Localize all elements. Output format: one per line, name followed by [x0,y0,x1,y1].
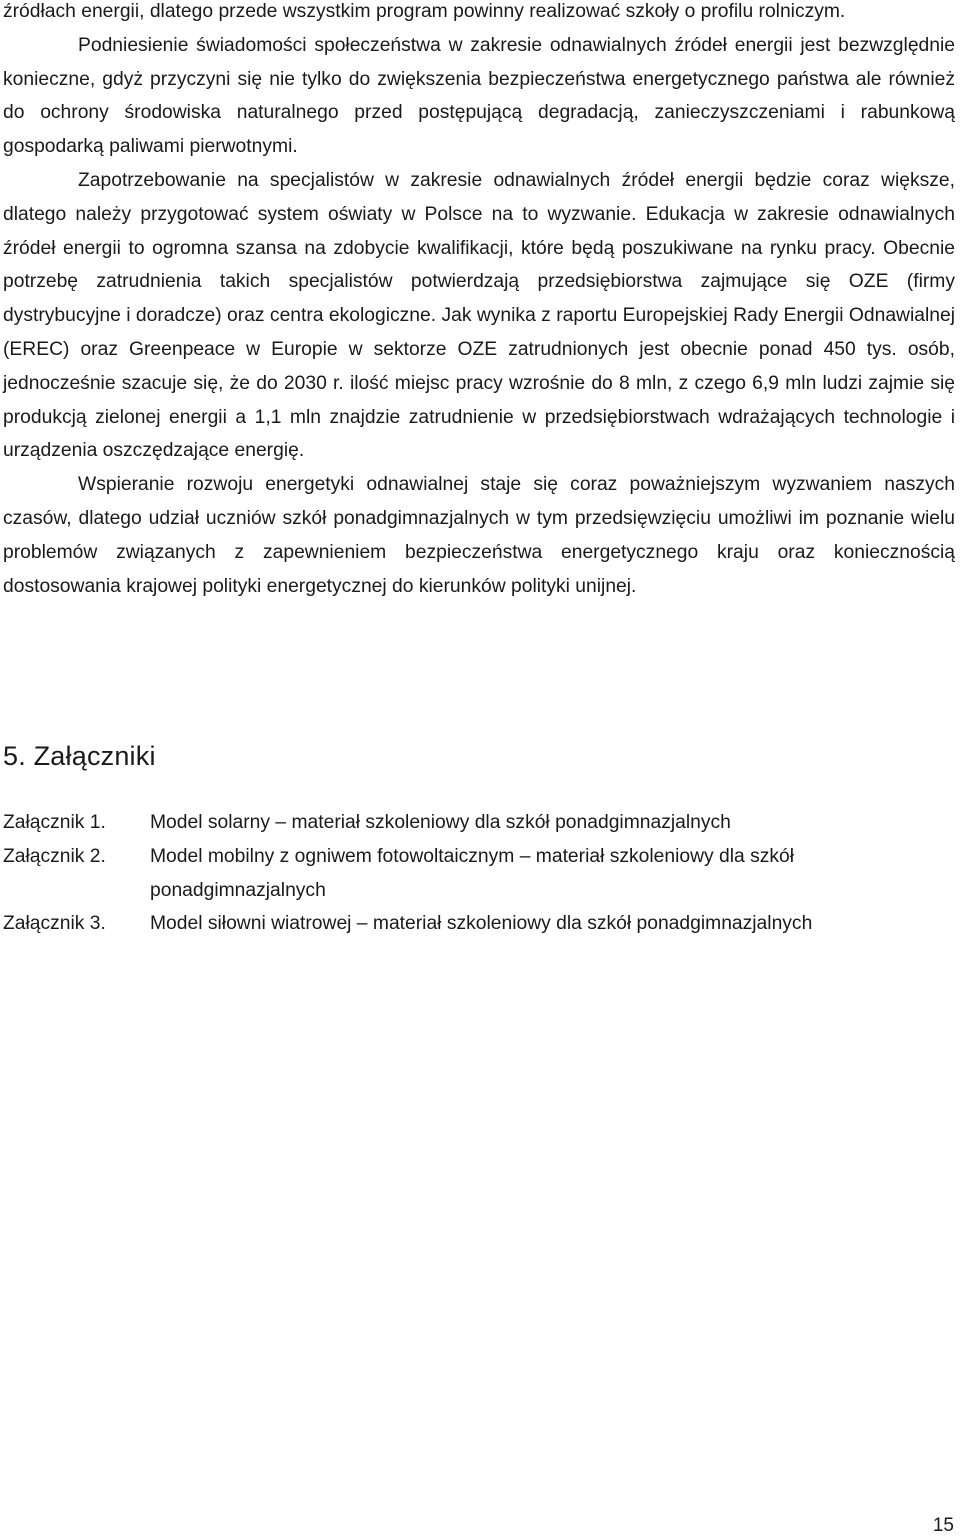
page-number: 15 [932,1515,954,1536]
attachment-item [3,806,958,840]
attachment-description: Model mobilny z ogniwem fotowoltaicznym – materiał szkoleniowy dla szkół ponadgimnazjalnych [150,845,795,901]
attachment-label: Załącznik 3. [3,913,106,935]
attachments-list [3,806,958,941]
attachment-label: Załącznik 2. [3,845,106,867]
section-heading-attachments: 5. Załączniki [3,741,156,771]
paragraph-supporting-renewables: Wspieranie rozwoju energetyki odnawialnej staje się coraz poważniejszym wyzwaniem naszych czasów, dlatego udział uczniów szkół ponadgimnazjalnych w tym przedsięwzięciu umożliwi im poznanie wielu problemów związanych z zapewnieniem bezpieczeństwa energetycznego kraju oraz koniecznością dostosowania krajowej polityki energetycznej do kierunków polityki unijnej. [3,474,955,597]
attachment-label: Załącznik 1. [3,812,106,833]
attachment-description: Model solarny – materiał szkoleniowy dla szkół ponadgimnazjalnych [150,812,731,833]
paragraph-specialists-demand: Zapotrzebowanie na specjalistów w zakresie odnawialnych źródeł energii będzie coraz większe, dlatego należy przygotować system oświaty w Polsce na to wyzwanie. Edukacja w zakresie odnawialnych źródeł energii to ogromna szansa na zdobycie kwalifikacji, które będą poszukiwane na rynku pracy. Obecnie potrzebę zatrudnienia takich specjalistów potwierdzają przedsiębiorstwa zajmujące się OZE (firmy dystrybucyjne i doradcze) oraz centra ekologiczne. Jak wynika z raportu Europejskiej Rady Energii Odnawialnej (EREC) oraz Greenpeace w Europie w sektorze OZE zatrudnionych jest obecnie ponad 450 tys. osób, jednocześnie szacuje się, że do 2030 r. ilość miejsc pracy wzrośnie do 8 mln, z czego 6,9 mln ludzi zajmie się produkcją zielonej energii a 1,1 mln znajdzie zatrudnienie w przedsiębiorstwach wdrażających technologie i urządzenia oszczędzające energię. [3,169,955,462]
attachment-item [3,840,958,908]
paragraph-awareness: Podniesienie świadomości społeczeństwa w zakresie odnawialnych źródeł energii jest bezwzględnie konieczne, gdyż przyczyni się nie tylko do zwiększenia bezpieczeństwa energetycznego państwa ale również do ochrony środowiska naturalnego przed postępującą degradacją, zanieczyszczeniami i rabunkową gospodarką paliwami pierwotnymi. [3,34,955,158]
attachment-item [3,907,958,941]
attachment-description: Model siłowni wiatrowej – materiał szkoleniowy dla szkół ponadgimnazjalnych [150,913,813,935]
paragraph-continuation: źródłach energii, dlatego przede wszystkim program powinny realizować szkoły o profilu rolniczym. [3,1,846,22]
body-text [3,0,955,603]
